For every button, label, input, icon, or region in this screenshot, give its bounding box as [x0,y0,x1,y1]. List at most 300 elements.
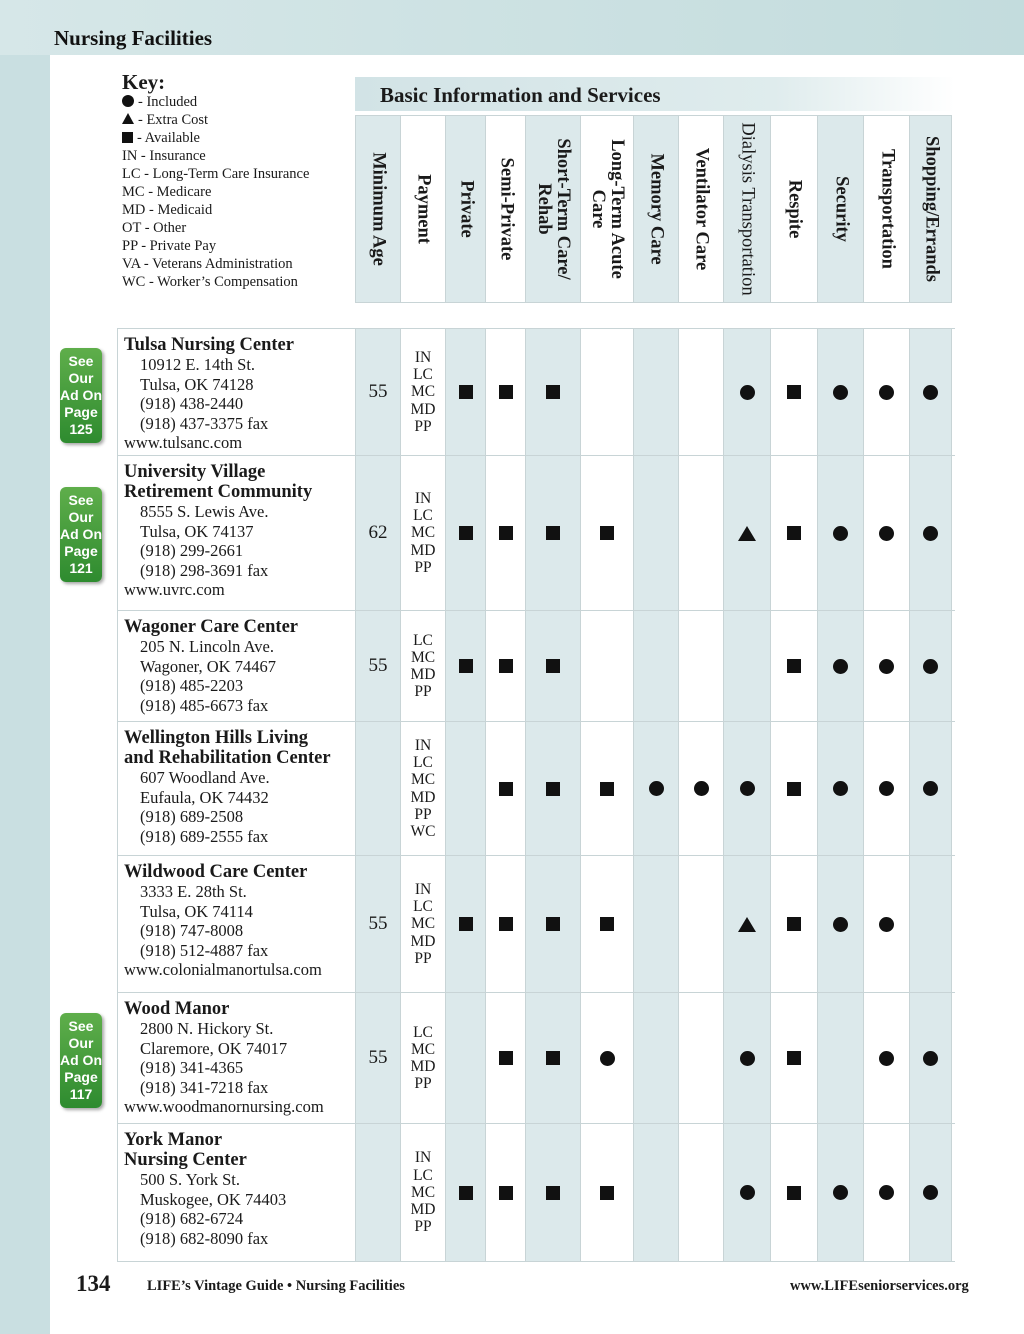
column-header-label: Respite [784,179,805,239]
payment-code: LC [413,898,433,916]
facility-info [117,611,355,721]
available-square-icon [499,917,513,931]
column-header-label: Dialysis Transportation [737,122,758,296]
service-cell [770,856,817,992]
available-square-icon [459,917,473,931]
legend-item [122,201,350,219]
payment-code: PP [414,558,432,576]
service-cell [770,1124,817,1261]
included-circle-icon [740,781,755,796]
available-square-icon [546,917,560,931]
available-square-icon [600,782,614,796]
payment-code: MD [410,400,436,418]
available-square-icon [600,1186,614,1200]
service-cell [863,611,909,721]
payment-cell [400,1124,445,1261]
included-circle-icon [833,526,848,541]
service-cell [485,456,525,610]
service-cell [633,1124,678,1261]
facility-info [117,1124,355,1261]
service-cell [817,856,863,992]
facility-row [117,1124,955,1262]
ad-badge-line: See [68,353,94,369]
ad-badge-line: Page [64,404,98,420]
available-square-icon [546,526,560,540]
facility-address: 2800 N. Hickory St. [140,1019,274,1038]
facility-row [117,856,955,993]
available-square-icon [499,1051,513,1065]
included-circle-icon [923,526,938,541]
included-circle-icon [879,385,894,400]
available-square-icon [499,385,513,399]
included-circle-icon [740,1051,755,1066]
legend-item-text: OT - Other [122,220,187,236]
service-cell [817,722,863,855]
service-cell [770,993,817,1123]
column-header-label: Minimum Age [368,152,389,266]
facility-website-link[interactable]: www.colonialmanortulsa.com [124,960,322,979]
payment-code: MD [410,932,436,950]
payment-code: PP [414,683,432,701]
available-square-icon [787,526,801,540]
facility-phone: (918) 747-8008 [140,921,244,940]
legend-item-text: IN - Insurance [122,148,206,164]
ad-badge-line: Page [64,543,98,559]
service-cell [485,722,525,855]
payment-cell [400,722,445,855]
service-cell [445,856,485,992]
facility-address: 607 Woodland Ave. [140,768,270,787]
service-cell [580,722,633,855]
column-header [817,115,863,303]
service-cell [723,722,770,855]
payment-cell [400,456,445,610]
included-circle-icon [694,781,709,796]
see-our-ad-badge[interactable] [60,487,102,582]
payment-code: MC [410,524,436,542]
facility-city: Wagoner, OK 74467 [140,656,276,676]
facility-name: Wood Manor [124,999,230,1019]
legend-items [122,93,350,291]
ad-badge-line: Our [68,1035,94,1051]
facility-city: Tulsa, OK 74114 [140,901,253,921]
legend-item [122,111,350,129]
payment-code: MD [410,788,436,806]
service-cell [580,456,633,610]
service-cell [633,993,678,1123]
facility-city: Claremore, OK 74017 [140,1038,288,1058]
payment-code: MC [410,1040,436,1058]
facility-table [117,328,955,1262]
service-cell [770,722,817,855]
included-circle-icon [649,781,664,796]
payment-code: PP [414,1218,432,1236]
min-age-cell: 55 [355,993,400,1123]
included-circle-icon [923,1051,938,1066]
legend-item-text: VA - Veterans Administration [122,256,293,272]
facility-info [117,456,355,610]
service-cell [445,722,485,855]
included-circle-icon [833,1185,848,1200]
column-header-label: Memory Care [646,153,667,265]
service-cell [678,856,723,992]
facility-row [117,611,955,722]
service-cell [770,456,817,610]
included-circle-icon [600,1051,615,1066]
ad-badge-line: See [68,492,94,508]
service-cell [817,456,863,610]
legend-item-text: - Extra Cost [138,112,209,128]
ad-badge-line: 125 [69,421,93,437]
payment-code: LC [413,366,433,384]
payment-code: MC [410,1183,436,1201]
service-cell [909,722,952,855]
see-our-ad-badge[interactable] [60,348,102,443]
payment-cell [400,856,445,992]
included-circle-icon [923,781,938,796]
service-cell [678,1124,723,1261]
legend-item [122,129,350,147]
available-square-icon [787,1186,801,1200]
service-cell [525,329,580,455]
available-square-icon [499,1186,513,1200]
legend-item-text: LC - Long-Term Care Insurance [122,166,310,182]
payment-code: PP [414,805,432,823]
payment-code: IN [414,1149,432,1167]
facility-address: 10912 E. 14th St. [140,355,256,374]
facility-phone: (918) 299-2661 [140,541,244,560]
table-title: Basic Information and Services [355,77,955,111]
available-square-icon [787,1051,801,1065]
facility-address: 3333 E. 28th St. [140,882,247,901]
facility-website-link[interactable]: www.woodmanornursing.com [124,1097,324,1116]
available-square-icon [499,526,513,540]
included-circle-icon [923,1185,938,1200]
service-cell [817,611,863,721]
legend-item [122,165,350,183]
payment-code: MC [410,383,436,401]
payment-code: MD [410,666,436,683]
included-circle-icon [122,95,134,107]
legend-item [122,255,350,273]
included-circle-icon [923,385,938,400]
extra-cost-triangle-icon [738,917,756,932]
available-square-icon [546,782,560,796]
service-cell [909,611,952,721]
ad-badge-line: Page [64,1069,98,1085]
available-square-icon [787,917,801,931]
service-cell [723,856,770,992]
facility-website-link[interactable]: www.uvrc.com [124,580,225,599]
payment-code: MD [410,1201,436,1219]
service-cell [770,329,817,455]
service-cell [485,611,525,721]
min-age-cell: 55 [355,856,400,992]
facility-row [117,993,955,1124]
available-square-icon [499,659,513,673]
facility-city: Eufaula, OK 74432 [140,787,269,807]
service-cell [580,1124,633,1261]
payment-code: MC [410,915,436,933]
legend-item-text: - Available [137,130,200,146]
service-cell [485,993,525,1123]
service-cell [909,856,952,992]
facility-address: 500 S. York St. [140,1170,240,1189]
payment-code: IN [414,348,432,366]
available-square-icon [122,132,133,143]
service-cell [909,1124,952,1261]
column-header-label: Transportation [877,149,897,269]
min-age-cell: 55 [355,611,400,721]
service-cell [525,611,580,721]
service-cell [723,456,770,610]
facility-phone: (918) 485-2203 [140,676,244,695]
included-circle-icon [833,659,848,674]
included-circle-icon [879,526,894,541]
facility-name: Wagoner Care Center [124,617,298,637]
included-circle-icon [879,781,894,796]
available-square-icon [546,1186,560,1200]
min-age-cell: 55 [355,329,400,455]
service-cell [678,993,723,1123]
payment-code: LC [413,1023,433,1041]
service-cell [678,456,723,610]
column-header-label: Ventilator Care [691,147,712,271]
service-cell [445,1124,485,1261]
included-circle-icon [879,1185,894,1200]
payment-code: IN [414,736,432,754]
legend-item [122,237,350,255]
payment-code: LC [413,507,433,525]
available-square-icon [459,385,473,399]
included-circle-icon [879,659,894,674]
column-header [633,115,678,303]
available-square-icon [459,1186,473,1200]
service-cell [445,993,485,1123]
available-square-icon [787,659,801,673]
service-cell [525,856,580,992]
available-square-icon [546,659,560,673]
column-header-label: Semi-Private [496,157,516,261]
column-header [485,115,525,303]
service-cell [723,993,770,1123]
available-square-icon [546,385,560,399]
legend-item-text: MC - Medicare [122,184,212,200]
available-square-icon [787,385,801,399]
facility-fax: (918) 689-2555 fax [140,826,269,846]
facility-fax: (918) 298-3691 fax [140,560,269,580]
min-age-cell [355,1124,400,1261]
legend-item [122,183,350,201]
payment-code: LC [413,754,433,772]
ad-badge-line: Ad On [60,1052,102,1068]
facility-info [117,722,355,855]
payment-code: LC [413,1166,433,1184]
facility-city: Muskogee, OK 74403 [140,1189,287,1209]
facility-name: Wellington Hills Living and Rehabilitation Center [124,728,331,768]
service-cell [633,722,678,855]
service-cell [525,456,580,610]
column-header [863,115,909,303]
payment-cell [400,993,445,1123]
service-cell [633,329,678,455]
facility-row [117,722,955,856]
column-header-label: Private [456,180,476,238]
facility-row [117,456,955,611]
min-age-cell [355,722,400,855]
column-header [525,115,580,303]
footer-guide-title: LIFE’s Vintage Guide • Nursing Facilities [147,1278,405,1294]
see-our-ad-badge[interactable] [60,1013,102,1108]
service-cell [863,722,909,855]
service-cell [580,611,633,721]
payment-code: MC [410,771,436,789]
service-cell [909,993,952,1123]
available-square-icon [600,917,614,931]
ad-badge-line: See [68,1018,94,1034]
legend-item [122,147,350,165]
legend-key [122,70,350,291]
column-header-label: Short-Term Care/ Rehab [534,138,573,280]
payment-code: IN [414,489,432,507]
legend-item [122,219,350,237]
included-circle-icon [833,781,848,796]
footer-website-link[interactable]: www.LIFEseniorservices.org [790,1278,969,1294]
available-square-icon [459,659,473,673]
available-square-icon [600,526,614,540]
included-circle-icon [740,1185,755,1200]
service-cell [525,993,580,1123]
service-cell [485,1124,525,1261]
service-cell [723,329,770,455]
payment-code: PP [414,417,432,435]
available-square-icon [459,526,473,540]
payment-code: IN [414,880,432,898]
legend-item-text: WC - Worker’s Compensation [122,274,298,290]
page-number: 134 [76,1271,111,1296]
included-circle-icon [879,1051,894,1066]
service-cell [525,1124,580,1261]
service-cell [445,456,485,610]
service-cell [723,611,770,721]
payment-cell [400,329,445,455]
service-cell [909,456,952,610]
ad-badge-line: 121 [69,560,93,576]
column-header-label: Shopping/Errands [921,135,941,283]
included-circle-icon [833,917,848,932]
service-cell [633,456,678,610]
legend-title: Key: [122,70,166,94]
service-cell [863,329,909,455]
payment-code: LC [413,631,433,649]
ad-badge-line: Ad On [60,526,102,542]
column-header [445,115,485,303]
service-cell [678,722,723,855]
service-cell [445,329,485,455]
service-cell [580,856,633,992]
payment-cell [400,611,445,721]
min-age-cell: 62 [355,456,400,610]
facility-fax: (918) 512-4887 fax [140,940,269,960]
available-square-icon [787,782,801,796]
facility-name: York Manor Nursing Center [124,1130,247,1170]
included-circle-icon [923,659,938,674]
service-cell [817,329,863,455]
extra-cost-triangle-icon [122,113,134,124]
extra-cost-triangle-icon [738,526,756,541]
service-cell [863,993,909,1123]
included-circle-icon [740,385,755,400]
ad-badge-line: Our [68,370,94,386]
facility-info [117,993,355,1123]
column-header-label: Long-Term Acute Care [588,139,627,279]
facility-website-link[interactable]: www.tulsanc.com [124,433,243,452]
service-cell [485,329,525,455]
service-cell [770,611,817,721]
ad-badge-line: Ad On [60,387,102,403]
payment-code: PP [414,1075,432,1093]
service-cell [863,1124,909,1261]
available-square-icon [546,1051,560,1065]
ad-badge-line: Our [68,509,94,525]
legend-item-text: PP - Private Pay [122,238,217,254]
service-cell [863,456,909,610]
service-cell [580,329,633,455]
payment-code: MD [410,1058,436,1075]
facility-info [117,329,355,455]
facility-address: 205 N. Lincoln Ave. [140,637,274,656]
service-cell [633,856,678,992]
service-cell [485,856,525,992]
facility-name: Wildwood Care Center [124,862,308,882]
column-header [770,115,817,303]
column-header [678,115,723,303]
legend-item [122,93,350,111]
section-title: Nursing Facilities [54,26,213,50]
payment-code: MD [410,541,436,559]
facility-fax: (918) 341-7218 fax [140,1077,269,1097]
facility-fax: (918) 485-6673 fax [140,695,269,715]
facility-fax: (918) 437-3375 fax [140,413,269,433]
column-header-label: Payment [413,174,434,244]
facility-address: 8555 S. Lewis Ave. [140,502,269,521]
facility-row [117,328,955,456]
legend-item-text: - Included [138,94,198,110]
facility-phone: (918) 689-2508 [140,807,244,826]
payment-code: PP [414,949,432,967]
service-cell [909,329,952,455]
column-header [723,115,770,303]
column-header [580,115,633,303]
service-cell [863,856,909,992]
facility-phone: (918) 341-4365 [140,1058,244,1077]
service-cell [817,1124,863,1261]
ad-badge-line: 117 [69,1086,93,1102]
facility-info [117,856,355,992]
facility-city: Tulsa, OK 74137 [140,521,254,541]
facility-phone: (918) 438-2440 [140,394,244,413]
column-header [400,115,445,303]
payment-code: WC [410,822,436,840]
facility-fax: (918) 682-8090 fax [140,1228,269,1248]
legend-item-text: MD - Medicaid [122,202,213,218]
service-cell [633,611,678,721]
service-cell [678,611,723,721]
facility-phone: (918) 682-6724 [140,1209,244,1228]
facility-name: University Village Retirement Community [124,462,313,502]
column-header [909,115,952,303]
service-cell [580,993,633,1123]
